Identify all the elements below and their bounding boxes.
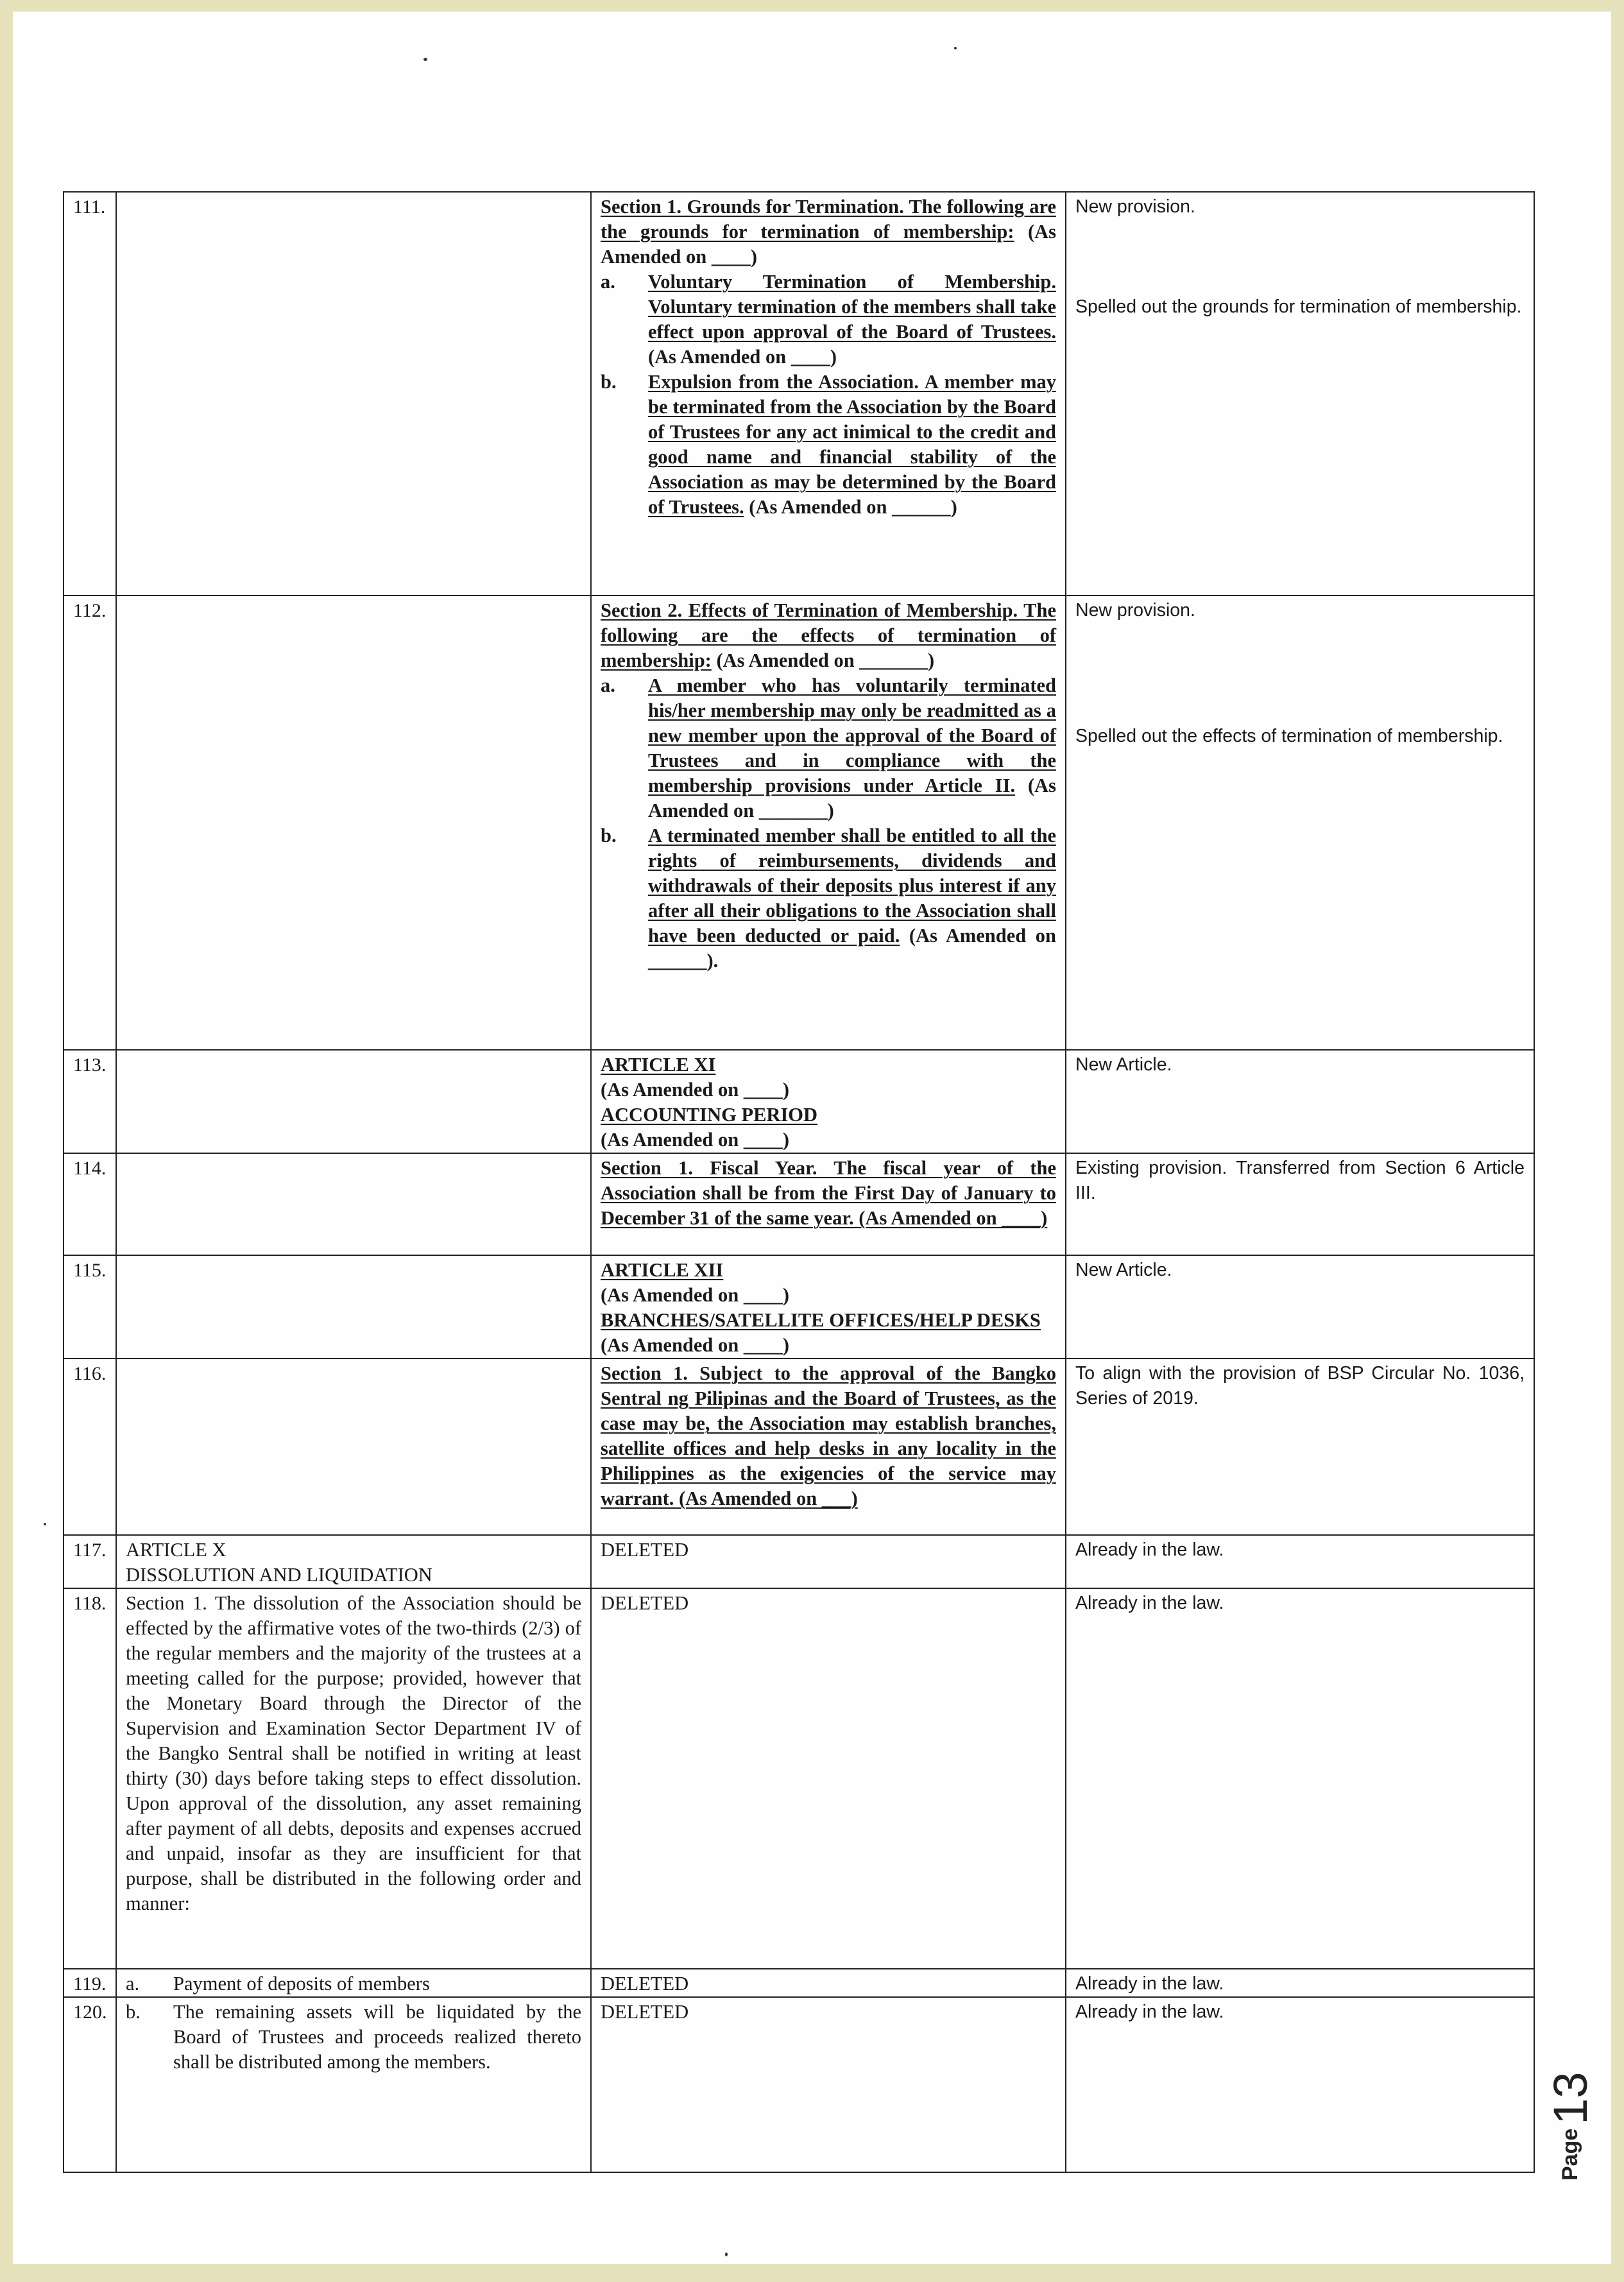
original-provision-cell [116, 192, 591, 596]
speck [44, 1523, 46, 1525]
row-number: 116. [64, 1359, 116, 1535]
row-number: 120. [64, 1997, 116, 2172]
row-number: 119. [64, 1969, 116, 1997]
proposed-amendment-cell: ARTICLE XI (As Amended on ____) ACCOUNTING PERIOD (As Amended on ____) [591, 1050, 1066, 1153]
table-row [64, 1535, 1534, 1588]
table-row [64, 192, 1534, 596]
row-number: 114. [64, 1153, 116, 1255]
proposed-amendment-cell [591, 1969, 1066, 1997]
table-row [64, 1050, 1534, 1153]
table-row [64, 1153, 1534, 1255]
original-provision-cell: ARTICLE X DISSOLUTION AND LIQUIDATION [116, 1535, 591, 1588]
amendment-table [63, 191, 1535, 2173]
table-row [64, 1969, 1534, 1997]
row-number: 115. [64, 1255, 116, 1359]
remarks-cell: Already in the law. [1066, 1535, 1534, 1588]
original-provision-cell [116, 596, 591, 1050]
deleted-label: DELETED [601, 1973, 689, 1995]
original-provision-cell [116, 1153, 591, 1255]
proposed-amendment-cell: ARTICLE XII (As Amended on ____) BRANCHES/SATELLITE OFFICES/HELP DESKS (As Amended on ____) [591, 1255, 1066, 1359]
list-item: b. A terminated member shall be entitled to all the rights of reimbursements, dividends and withdrawals of their deposits plus interest if any after all their obligations to the Association shall have been deducted or paid. (As Amended on ______). [601, 825, 1056, 972]
proposed-amendment-cell: Section 1. Grounds for Termination. The following are the grounds for termination of membership: (As Amended on ____) a. Voluntary Termination of Membership. Voluntary termination of the members shall take effect upon approval of the Board of Trustees. (As Amended on ____) b. Expulsion from the Association. A member may be terminated from the Association by the Board of Trustees for any act inimical to the credit and good name and financial stability of the Association as may be determined by the Board of Trustees. (As Amended on ______) [591, 192, 1066, 596]
proposed-amendment-cell: Section 1. Fiscal Year. The fiscal year of the Association shall be from the First Day of January to December 31 of the same year. (As Amended on ____) [591, 1153, 1066, 1255]
page-number [1543, 2072, 1598, 2181]
deleted-label: DELETED [601, 2001, 689, 2023]
article-title: BRANCHES/SATELLITE OFFICES/HELP DESKS [601, 1309, 1041, 1331]
table-row [64, 1255, 1534, 1359]
row-number: 111. [64, 192, 116, 596]
deleted-label: DELETED [601, 1539, 689, 1561]
section-heading: Section 2. Effects of Termination of Membership. The following are the effects of termination of membership: [601, 599, 1056, 671]
table-row [64, 596, 1534, 1050]
speck [423, 58, 427, 61]
remarks-cell: New provision. Spelled out the effects of termination of membership. [1066, 596, 1534, 1050]
article-heading: ARTICLE XI [601, 1054, 716, 1076]
remarks-cell: Existing provision. Transferred from Section 6 Article III. [1066, 1153, 1534, 1255]
original-provision-cell: a. Payment of deposits of members [116, 1969, 591, 1997]
article-title: ACCOUNTING PERIOD [601, 1104, 818, 1126]
proposed-amendment-cell: Section 2. Effects of Termination of Membership. The following are the effects of termination of membership: (As Amended on _______) a. A member who has voluntarily terminated his/her membership may only be readmitted as a new member upon the approval of the Board of Trustees and in compliance with the membership provisions under Article II. (As Amended on _______) b. A terminated member shall be entitled to all the rights of reimbursements, dividends and withdrawals of their deposits plus interest if any after all their obligations to the Association shall have been deducted or paid. (As Amended on ______). [591, 596, 1066, 1050]
remarks-cell: New Article. [1066, 1050, 1534, 1153]
original-provision-cell [116, 1050, 591, 1153]
speck [725, 2252, 728, 2256]
remarks-cell: To align with the provision of BSP Circular No. 1036, Series of 2019. [1066, 1359, 1534, 1535]
row-number: 113. [64, 1050, 116, 1153]
original-provision-cell: b. The remaining assets will be liquidated by the Board of Trustees and proceeds realized thereto shall be distributed among the members. [116, 1997, 591, 2172]
original-provision-cell: Section 1. The dissolution of the Association should be effected by the affirmative votes of the two-thirds (2/3) of the regular members and the majority of the trustees at a meeting called for the purpose; provided, however that the Monetary Board through the Director of the Supervision and Examination Sector Department IV of the Bangko Sentral shall be notified in writing at least thirty (30) days before taking steps to effect dissolution. Upon approval of the dissolution, any asset remaining after payment of all debts, deposits and expenses accrued and unpaid, insofar as they are insufficient for that purpose, shall be distributed in the following order and manner: [116, 1588, 591, 1969]
row-number: 112. [64, 596, 116, 1050]
proposed-amendment-cell: Section 1. Subject to the approval of the Bangko Sentral ng Pilipinas and the Board of Trustees, as the case may be, the Association may establish branches, satellite offices and help desks in any locality in the Philippines as the exigencies of the service may warrant. (As Amended on ___) [591, 1359, 1066, 1535]
table-row [64, 1997, 1534, 2172]
proposed-amendment-cell [591, 1997, 1066, 2172]
row-number: 117. [64, 1535, 116, 1588]
deleted-label: DELETED [601, 1592, 689, 1614]
section-heading: Section 1. Grounds for Termination. The following are the grounds for termination of membership: [601, 196, 1056, 243]
proposed-amendment-cell [591, 1535, 1066, 1588]
remarks-cell: New Article. [1066, 1255, 1534, 1359]
speck [954, 47, 957, 49]
remarks-cell: Already in the law. [1066, 1969, 1534, 1997]
list-item: a. A member who has voluntarily terminated his/her membership may only be readmitted as a new member upon the approval of the Board of Trustees and in compliance with the membership provisions under Article II. (As Amended on _______) [601, 674, 1056, 821]
list-item: b. Expulsion from the Association. A member may be terminated from the Association by the Board of Trustees for any act inimical to the credit and good name and financial stability of the Association as may be determined by the Board of Trustees. (As Amended on ______) [601, 371, 1056, 518]
table-row [64, 1359, 1534, 1535]
page-number-value: 13 [1544, 2072, 1597, 2125]
row-number: 118. [64, 1588, 116, 1969]
article-heading: ARTICLE XII [601, 1259, 724, 1281]
list-item: a. Voluntary Termination of Membership. Voluntary termination of the members shall take effect upon approval of the Board of Trustees. (As Amended on ____) [601, 271, 1056, 368]
remarks-cell: Already in the law. [1066, 1997, 1534, 2172]
page-word: Page [1558, 2128, 1582, 2181]
remarks-cell: Already in the law. [1066, 1588, 1534, 1969]
remarks-cell: New provision. Spelled out the grounds for termination of membership. [1066, 192, 1534, 596]
proposed-amendment-cell [591, 1588, 1066, 1969]
table-row [64, 1588, 1534, 1969]
original-provision-cell [116, 1255, 591, 1359]
original-provision-cell [116, 1359, 591, 1535]
